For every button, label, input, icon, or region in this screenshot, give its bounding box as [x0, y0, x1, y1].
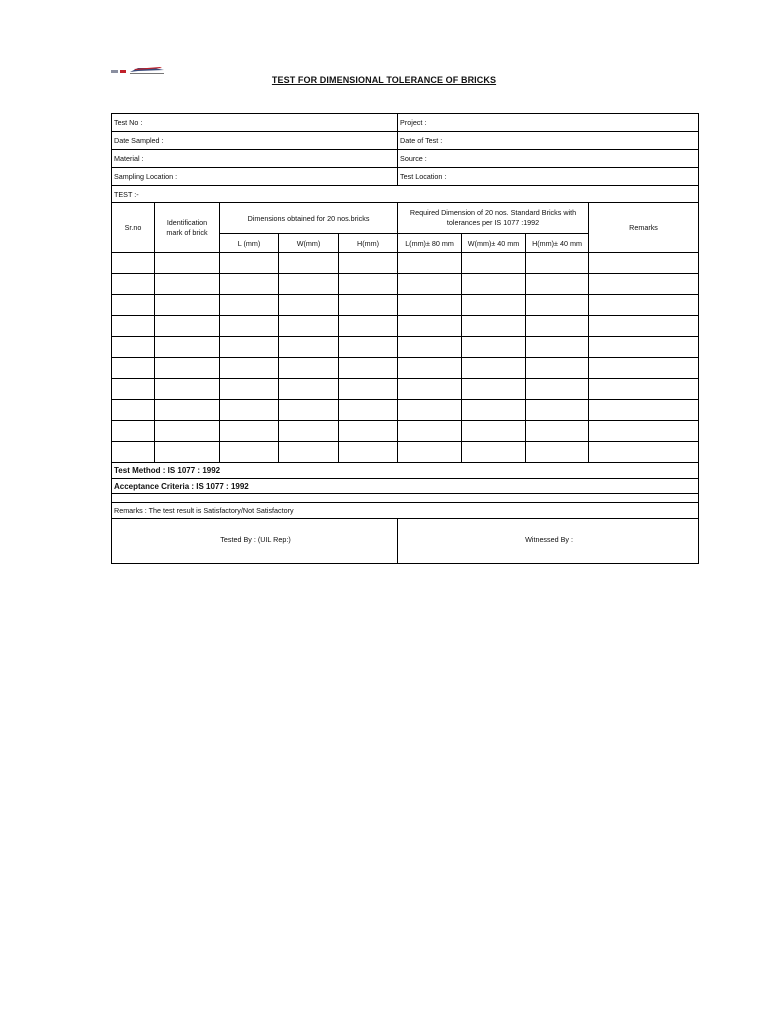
data-cell[interactable]	[462, 295, 526, 316]
table-row	[112, 421, 699, 442]
data-cell[interactable]	[462, 442, 526, 463]
data-cell[interactable]	[339, 442, 398, 463]
data-cell[interactable]	[398, 379, 462, 400]
remarks-header: Remarks	[589, 203, 699, 253]
data-cell[interactable]	[155, 442, 220, 463]
data-cell[interactable]	[112, 400, 155, 421]
data-cell[interactable]	[155, 400, 220, 421]
test-form-table	[111, 113, 699, 564]
h-mm-header: H(mm)	[339, 234, 398, 253]
data-cell[interactable]	[279, 379, 339, 400]
test-row	[112, 186, 699, 203]
test-no-field[interactable]: Test No :	[112, 114, 398, 132]
data-cell[interactable]	[220, 253, 279, 274]
data-cell[interactable]	[589, 253, 699, 274]
data-cell[interactable]	[279, 316, 339, 337]
w-mm-header: W(mm)	[279, 234, 339, 253]
data-cell[interactable]	[339, 316, 398, 337]
data-cell[interactable]	[155, 337, 220, 358]
table-row	[112, 442, 699, 463]
date-of-test-field[interactable]: Date of Test :	[398, 132, 699, 150]
test-location-field[interactable]: Test Location :	[398, 168, 699, 186]
data-cell[interactable]	[339, 295, 398, 316]
data-cell[interactable]	[220, 379, 279, 400]
data-cell[interactable]	[220, 400, 279, 421]
data-cell[interactable]	[589, 421, 699, 442]
table-row	[112, 337, 699, 358]
material-field[interactable]: Material :	[112, 150, 398, 168]
data-cell[interactable]	[155, 316, 220, 337]
data-cell[interactable]	[526, 400, 589, 421]
data-cell[interactable]	[220, 316, 279, 337]
data-cell[interactable]	[589, 400, 699, 421]
data-cell[interactable]	[462, 253, 526, 274]
source-field[interactable]: Source :	[398, 150, 699, 168]
data-cell[interactable]	[279, 442, 339, 463]
remarks-row	[112, 503, 699, 519]
data-cell[interactable]	[112, 295, 155, 316]
data-cell[interactable]	[220, 274, 279, 295]
w-tolerance-header: W(mm)± 40 mm	[462, 234, 526, 253]
data-cell[interactable]	[112, 337, 155, 358]
data-cell[interactable]	[112, 274, 155, 295]
data-cell[interactable]	[526, 358, 589, 379]
header-row-2	[112, 132, 699, 150]
data-cell[interactable]	[462, 337, 526, 358]
test-method-label: Test Method : IS 1077 : 1992	[112, 463, 699, 479]
data-cell[interactable]	[398, 316, 462, 337]
data-cell[interactable]	[155, 379, 220, 400]
data-cell[interactable]	[112, 316, 155, 337]
l-mm-header: L (mm)	[220, 234, 279, 253]
sampling-location-field[interactable]: Sampling Location :	[112, 168, 398, 186]
header-row-4	[112, 168, 699, 186]
data-cell[interactable]	[462, 379, 526, 400]
data-cell[interactable]	[279, 400, 339, 421]
data-cell[interactable]	[526, 421, 589, 442]
table-row	[112, 379, 699, 400]
data-cell[interactable]	[398, 337, 462, 358]
data-cell[interactable]	[155, 253, 220, 274]
data-cell[interactable]	[339, 379, 398, 400]
data-cell[interactable]	[112, 379, 155, 400]
project-field[interactable]: Project :	[398, 114, 699, 132]
data-cell[interactable]	[462, 358, 526, 379]
data-cell[interactable]	[279, 421, 339, 442]
sr-no-header: Sr.no	[112, 203, 155, 253]
data-cell[interactable]	[398, 295, 462, 316]
data-cell[interactable]	[279, 274, 339, 295]
table-row	[112, 274, 699, 295]
data-cell[interactable]	[526, 274, 589, 295]
table-row	[112, 253, 699, 274]
h-tolerance-header: H(mm)± 40 mm	[526, 234, 589, 253]
data-cell[interactable]	[112, 253, 155, 274]
data-cell[interactable]	[279, 253, 339, 274]
date-sampled-field[interactable]: Date Sampled :	[112, 132, 398, 150]
acceptance-criteria-row	[112, 479, 699, 494]
data-cell[interactable]	[462, 274, 526, 295]
remarks-label[interactable]: Remarks : The test result is Satisfactory/Not Satisfactory	[112, 503, 699, 519]
data-cell[interactable]	[589, 295, 699, 316]
identification-header: Identification mark of brick	[155, 203, 220, 253]
data-cell[interactable]	[220, 421, 279, 442]
data-cell[interactable]	[462, 316, 526, 337]
test-label: TEST :-	[112, 186, 699, 203]
data-cell[interactable]	[526, 253, 589, 274]
data-cell[interactable]	[220, 337, 279, 358]
data-cell[interactable]	[279, 337, 339, 358]
data-cell[interactable]	[526, 295, 589, 316]
data-cell[interactable]	[398, 358, 462, 379]
data-cell[interactable]	[589, 316, 699, 337]
data-cell[interactable]	[279, 358, 339, 379]
data-cell[interactable]	[589, 274, 699, 295]
spacer-cell	[112, 494, 699, 503]
required-dimension-header: Required Dimension of 20 nos. Standard Bricks with tolerances per IS 1077 :1992	[398, 203, 589, 234]
data-cell[interactable]	[589, 358, 699, 379]
data-cell[interactable]	[155, 358, 220, 379]
data-cell[interactable]	[155, 274, 220, 295]
data-cell[interactable]	[339, 337, 398, 358]
data-cell[interactable]	[339, 421, 398, 442]
table-row	[112, 358, 699, 379]
data-cell[interactable]	[112, 442, 155, 463]
test-method-row	[112, 463, 699, 479]
signature-row	[112, 519, 699, 564]
data-cell[interactable]	[339, 400, 398, 421]
header-row-3	[112, 150, 699, 168]
data-cell[interactable]	[589, 337, 699, 358]
data-cell[interactable]	[526, 442, 589, 463]
table-row	[112, 316, 699, 337]
header-row-1	[112, 114, 699, 132]
l-tolerance-header: L(mm)± 80 mm	[398, 234, 462, 253]
data-cell[interactable]	[220, 442, 279, 463]
data-cell[interactable]	[112, 358, 155, 379]
data-cell[interactable]	[155, 421, 220, 442]
data-cell[interactable]	[339, 358, 398, 379]
dimensions-obtained-header: Dimensions obtained for 20 nos.bricks	[220, 203, 398, 234]
data-cell[interactable]	[526, 379, 589, 400]
data-cell[interactable]	[589, 379, 699, 400]
data-cell[interactable]	[462, 400, 526, 421]
data-cell[interactable]	[220, 295, 279, 316]
data-cell[interactable]	[398, 442, 462, 463]
data-cell[interactable]	[526, 316, 589, 337]
data-cell[interactable]	[339, 253, 398, 274]
table-row	[112, 400, 699, 421]
document-title: TEST FOR DIMENSIONAL TOLERANCE OF BRICKS	[271, 75, 497, 85]
data-cell[interactable]	[112, 421, 155, 442]
table-row	[112, 295, 699, 316]
data-cell[interactable]	[589, 442, 699, 463]
data-cell[interactable]	[155, 295, 220, 316]
data-cell[interactable]	[462, 421, 526, 442]
spacer-row	[112, 494, 699, 503]
data-cell[interactable]	[398, 274, 462, 295]
data-cell[interactable]	[526, 337, 589, 358]
acceptance-criteria-label: Acceptance Criteria : IS 1077 : 1992	[112, 479, 699, 494]
data-cell[interactable]	[339, 274, 398, 295]
tested-by-field[interactable]: Tested By : (UIL Rep:)	[112, 519, 398, 564]
data-cell[interactable]	[279, 295, 339, 316]
data-cell[interactable]	[398, 421, 462, 442]
witnessed-by-field[interactable]: Witnessed By :	[398, 519, 699, 564]
data-cell[interactable]	[398, 253, 462, 274]
data-cell[interactable]	[220, 358, 279, 379]
column-header-row	[112, 203, 699, 234]
data-cell[interactable]	[398, 400, 462, 421]
